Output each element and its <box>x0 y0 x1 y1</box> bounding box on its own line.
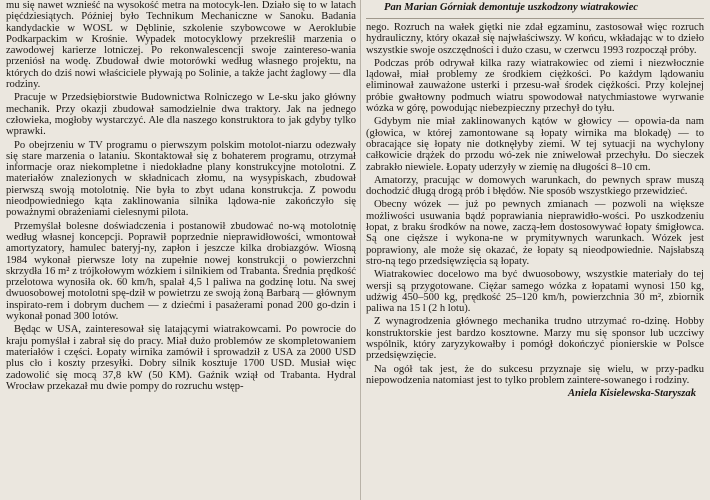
paragraph: nego. Rozruch na wałek giętki nie zdał egzaminu, zastosował więc rozruch hydrauliczny, który okazał się najwłaściwszy. W końcu, wkładając w to dzieło wszystkie swoje oszczędności i dużo czasu, w czerwcu 1993 rozpoczął próby. <box>366 22 704 56</box>
paragraph: Z wynagrodzenia głównego mechanika trudno utrzymać ro-dzinę. Hobby konstruktorskie jest bardzo kosztowne. Marzy mu się sponsor lub uczciwy wspólnik, który zaryzykowałby i pomógł dokończyć pionierskie w Polsce przedsięwzięcie. <box>366 316 704 362</box>
paragraph: Na ogół tak jest, że do sukcesu przyznaje się wielu, w przy-padku niepowodzenia natomiast jest to tylko problem zaintere-sowanego i rodziny. <box>366 363 704 386</box>
paragraph: Pracuje w Przedsiębiorstwie Budownictwa Rolniczego w Le-sku jako główny mechanik. Przy okazji zbudował samodzielnie dwa traktory. Jak na jednego człowieka, mogłoby wystarczyć. Ale dla naszego konstruktora to jak gdyby tylko wprawki. <box>6 92 356 138</box>
author-signature: Aniela Kisielewska-Staryszak <box>567 388 696 400</box>
paragraph: Obecny wózek — już po pewnych zmianach — pozwoli na większe możliwości usuwania bądź poprawiania nieprawidło-wości. Po uszkodzeniu łopat, z braku środków na nowe, zaczą-łem dostosowywać łopaty śmigłowca. Są one cięższe i wykona-ne w prymitywnych warunkach. Wózek jest poprawiony, ale może się okazać, że łopaty są nieodpowiednie. Najsłabszą stro-ną tego przedsięwzięcia są łopaty. <box>366 199 704 267</box>
paragraph: Będąc w USA, zainteresował się latającymi wiatrakowcami. Po powrocie do kraju pomyślał i zabrał się do pracy. Miał dużo problemów ze skompletowaniem materiałów i części. Łopaty wirnika zamówił i sprowadził z USA za 2000 USD plus cło i koszty przesyłki. Dobry silnik kosztuje 1700 USD. Musiał więc zadowolić się mocą 37,8 kW (50 KM). Gaźnik wziął od Trabanta. Hydral Wrocław przekazał mu dwie pompy do rozruchu wstęp- <box>6 324 356 392</box>
paragraph: Podczas prób odrywał kilka razy wiatrakowiec od ziemi i niezwłocznie lądował, miał problemy ze środkiem ciężkości. Po każdym lądowaniu eliminował zauważone usterki i przesu-wał środek ciężkości. Przy kolejnej próbie gwałtowny podmuch wiatru spowodował natychmiastowe wyrwanie wózka w górę, powodując niebezpieczny przechył do tyłu. <box>366 57 704 115</box>
column-divider <box>360 0 361 500</box>
left-column <box>6 0 356 392</box>
paragraph: Gdybym nie miał zaklinowanych kątów w głowicy — opowia-da nam (głowica, w której zamontowane są łopaty wirnika ma blokadę) — to obracające się łopaty nie dotknęłyby ziemi. W tej sytuacji na wychylony całkowicie drążek do przodu wó-zek nie zniwelował przechyłu. Do sieczek zabrakło niewiele. Łopaty uderzyły w ziemię na długości 8–10 cm. <box>366 116 704 173</box>
right-column <box>366 0 704 399</box>
paragraph: Amatorzy, pracując w domowych warunkach, do pewnych spraw muszą dochodzić długą drogą prób i błędów. Nie sposób wszystkiego przewidzieć. <box>366 174 704 198</box>
paragraph: mu się nawet wznieść na wysokość metra na motocyk-len. Działo się to w latach pięćdziesiątych. Później było Technikum Mechaniczne w Sanoku. Badania kandydackie w WOSL w Dęblinie, szkolenie szybowcowe w Aeroklubie Podkarpackim w Krośnie. Wypadek motocyklowy przekreślił marzenia o zawodowej karierze lotniczej. Po rekonwalescencji swoje zaintereso-wania przeniósł na wodę. Zbudował dwie motorówki według własnego projektu, na których do dziś nowi właściciele pływają po Solinie, a także jacht żaglowy — dla rodziny. <box>6 0 356 91</box>
paragraph: Po obejrzeniu w TV programu o pierwszym polskim motolot-niarzu odezwały się stare marzenia o lataniu. Skontaktował się z bohaterem programu, otrzymał informacje oraz niekompletne i niedokładne plany konstrukcyjne motolotni. Z materiałów znalezionych w składnicach złomu, na wysypiskach, zbudował pierwszą swoją motolotnię. Nie była to zbyt udana konstrukcja. Z powodu nieodpowiedniego kąta zaklinowania silnika lądowa-nie zakończyło się poważnymi obrażeniami cielesnymi pilota. <box>6 139 356 219</box>
paragraph: Przemyślał bolesne doświadczenia i postanowił zbudować no-wą motolotnię według własnej koncepcji. Poprawił poprzednie nieprawidłowości, wmontował amortyzatory, hamulec bateryj-ny, zapłon i jeszcze kilka drobiazgów. Wiosną 1984 wykonał pierwsze loty na zupełnie nowej konstrukcji o powierzchni skrzydła 16 m² z trójkołowym wózkiem i silnikiem od Trabanta. Średnia prędkość przelotowa wynosiła ok. 60 km/h, spalał 4,5 l paliwa na godzinę lotu. Na swej dwuosobowej motolotni spę-dził w powietrzu ze swoją żoną Barbarą — głównym inspirato-rem i dobrym duchem — z dziećmi i pasażerami ponad 200 go-dzin i wykonał ponad 300 lotów. <box>6 220 356 323</box>
photo-caption: Pan Marian Górniak demontuje uszkodzony wiatrakowiec <box>384 2 638 13</box>
caption-rule <box>366 18 704 19</box>
paragraph: Wiatrakowiec docelowo ma być dwuosobowy, wszystkie materiały do tej wersji są przygotowane. Ciężar samego wózka z łopatami wynosi 150 kg, udźwig 450–500 kg, prędkość 25–120 km/h, powierzchnia 30 m², zbiornik paliwa na 15 l (2 h lotu). <box>366 269 704 315</box>
